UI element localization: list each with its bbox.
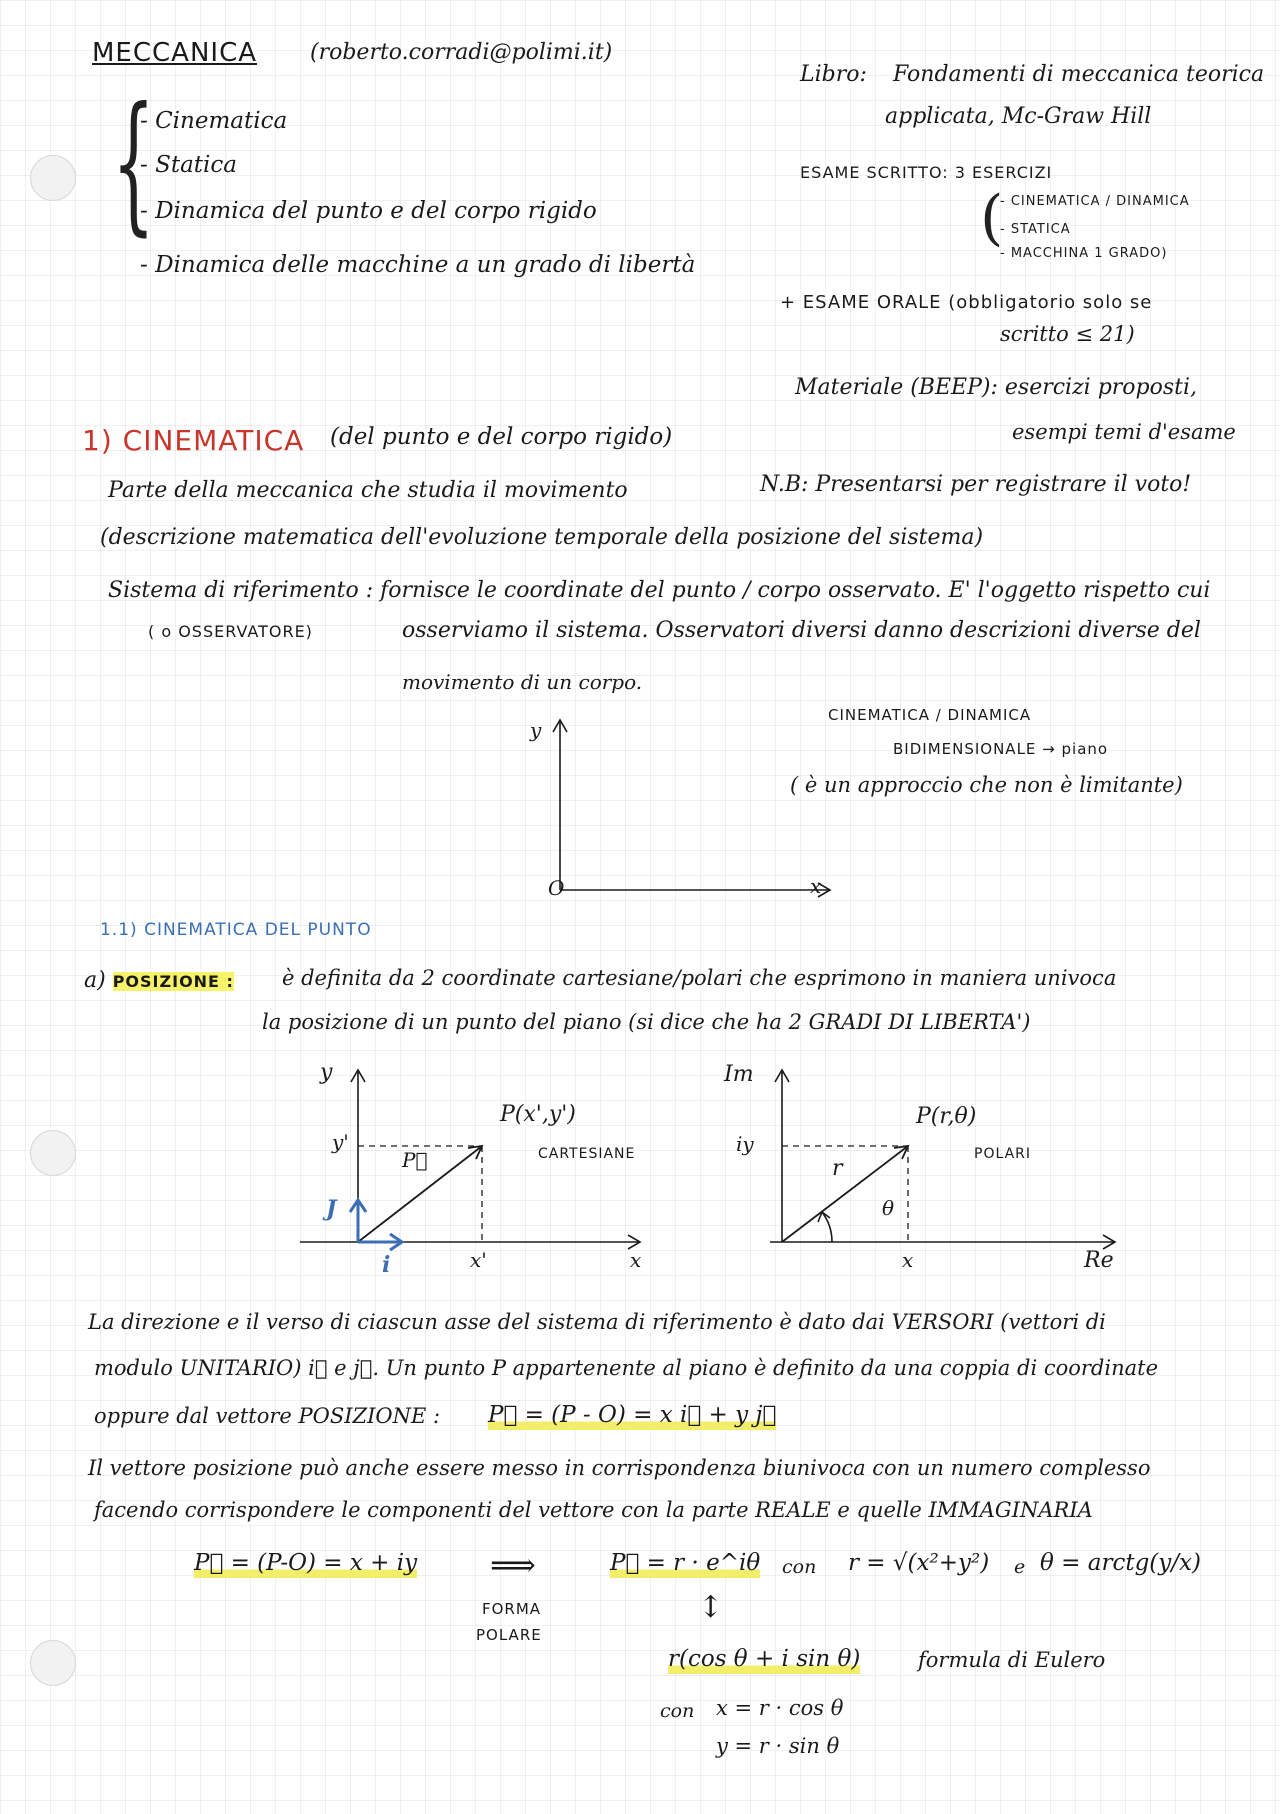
axis-origin: O — [548, 876, 565, 900]
cart-name: CARTESIANE — [538, 1146, 636, 1162]
body-text: osserviamo il sistema. Osservatori diversi danno descrizioni diverse del — [402, 618, 1201, 643]
polar-point: P(r,θ) — [916, 1104, 977, 1129]
polar-theta: θ — [882, 1196, 895, 1220]
material-line2: esempi temi d'esame — [1012, 420, 1236, 444]
topic-item: - Dinamica del punto e del corpo rigido — [140, 198, 597, 224]
exam-item: - CINEMATICA / DINAMICA — [1000, 194, 1190, 209]
axis-label-y: y — [530, 718, 542, 742]
cart-point: P(x',y') — [500, 1102, 576, 1127]
book-label: Libro: — [800, 62, 867, 87]
side-note: BIDIMENSIONALE → piano — [893, 740, 1109, 758]
cart-yprime: y' — [332, 1130, 349, 1154]
formula-con: con — [782, 1556, 817, 1578]
topic-item: - Dinamica delle macchine a un grado di libertà — [140, 252, 696, 278]
exam-item: - STATICA — [1000, 222, 1071, 237]
formula-and: e — [1014, 1556, 1026, 1578]
exam-written: ESAME SCRITTO: 3 ESERCIZI — [800, 163, 1053, 182]
body-text: modulo UNITARIO) i⃗ e j⃗. Un punto P appartenente al piano è definito da una coppia di coordinate — [94, 1356, 1158, 1380]
body-text: facendo corrispondere le componenti del vettore con la parte REALE e quelle IMMAGINARIA — [94, 1498, 1093, 1522]
topic-item: - Cinematica — [140, 108, 288, 134]
polar-form-label: FORMA — [482, 1600, 542, 1618]
x-component: x = r · cos θ — [716, 1696, 844, 1720]
body-text: Sistema di riferimento : fornisce le coordinate del punto / corpo osservato. E' l'oggetto rispetto cui — [108, 578, 1211, 603]
body-text: Parte della meccanica che studia il movimento — [108, 478, 628, 503]
polar-form-equation: P⃗ = r · e^iθ — [610, 1550, 761, 1576]
email-address: (roberto.corradi@polimi.it) — [310, 40, 613, 65]
polar-diagram — [760, 1060, 1130, 1260]
book-title-line1: Fondamenti di meccanica teorica — [893, 62, 1265, 87]
exam-item: - MACCHINA 1 GRADO) — [1000, 246, 1168, 261]
polar-axis-x: x — [902, 1248, 914, 1272]
position-letter: a) — [84, 968, 113, 993]
subsection-heading-text: 1.1) CINEMATICA DEL PUNTO — [100, 920, 372, 940]
euler-equation: r(cos θ + i sin θ) — [668, 1646, 861, 1672]
position-keyword: POSIZIONE : — [112, 972, 234, 991]
body-text: La direzione e il verso di ciascun asse del sistema di riferimento è dato dai VERSORI (vettori di — [88, 1310, 1106, 1334]
body-text: Il vettore posizione può anche essere messo in corrispondenza biunivoca con un numero complesso — [88, 1456, 1151, 1480]
argument-definition: θ = arctg(y/x) — [1040, 1550, 1201, 1576]
polar-form-label: POLARE — [476, 1626, 542, 1644]
body-text: movimento di un corpo. — [402, 670, 643, 694]
subsection-heading — [100, 920, 372, 940]
topic-item: - Statica — [140, 152, 237, 178]
equivalence-arrow: ↕ — [698, 1590, 724, 1625]
book-title-line2: applicata, Mc-Graw Hill — [885, 104, 1152, 129]
registration-note: N.B: Presentarsi per registrare il voto! — [760, 472, 1192, 497]
body-text: ( o OSSERVATORE) — [148, 622, 313, 641]
polar-radius: r — [832, 1156, 843, 1181]
exam-oral-cond: scritto ≤ 21) — [1000, 322, 1135, 346]
cart-axis-x: x — [630, 1248, 642, 1272]
body-text: è definita da 2 coordinate cartesiane/polari che esprimono in maniera univoca — [282, 966, 1117, 990]
topics-brace: { — [112, 76, 155, 250]
reference-axes-diagram — [520, 720, 840, 900]
binder-hole — [30, 1640, 76, 1686]
polar-axis-re: Re — [1084, 1248, 1114, 1273]
complex-position-equation: P⃗ = (P-O) = x + iy — [194, 1550, 418, 1576]
versor-j: J — [326, 1196, 337, 1222]
polar-iy: iy — [736, 1132, 754, 1156]
formula-con: con — [660, 1700, 695, 1722]
section-heading: 1) CINEMATICA — [82, 424, 305, 457]
axis-label-x: x — [810, 874, 822, 898]
cart-vector-label: P⃗ — [402, 1148, 428, 1172]
binder-hole — [30, 1130, 76, 1176]
side-note: ( è un approccio che non è limitante) — [790, 773, 1183, 797]
section-heading-sub: (del punto e del corpo rigido) — [330, 424, 673, 450]
y-component: y = r · sin θ — [716, 1734, 840, 1758]
body-text: oppure dal vettore POSIZIONE : — [94, 1404, 441, 1428]
material-line1: Materiale (BEEP): esercizi proposti, — [795, 375, 1198, 400]
polar-name: POLARI — [974, 1146, 1032, 1162]
binder-hole — [30, 155, 76, 201]
body-text: la posizione di un punto del piano (si dice che ha 2 GRADI DI LIBERTA') — [262, 1010, 1031, 1034]
position-label — [84, 968, 234, 994]
side-note: CINEMATICA / DINAMICA — [828, 706, 1032, 724]
body-text: (descrizione matematica dell'evoluzione temporale della posizione del sistema) — [100, 525, 984, 550]
polar-axis-im: Im — [724, 1062, 754, 1087]
modulus-definition: r = √(x²+y²) — [848, 1550, 990, 1576]
exam-brace: ( — [980, 183, 1004, 253]
implies-arrow: ⟹ — [490, 1546, 536, 1584]
euler-label: formula di Eulero — [918, 1648, 1106, 1672]
versor-i: i — [382, 1252, 391, 1278]
cart-axis-y: y — [320, 1060, 333, 1085]
page-title: MECCANICA — [92, 38, 258, 68]
cart-xprime: x' — [470, 1248, 487, 1272]
exam-oral: + ESAME ORALE (obbligatorio solo se — [780, 292, 1153, 313]
position-vector-equation: P⃗ = (P - O) = x i⃗ + y j⃗ — [488, 1402, 777, 1428]
